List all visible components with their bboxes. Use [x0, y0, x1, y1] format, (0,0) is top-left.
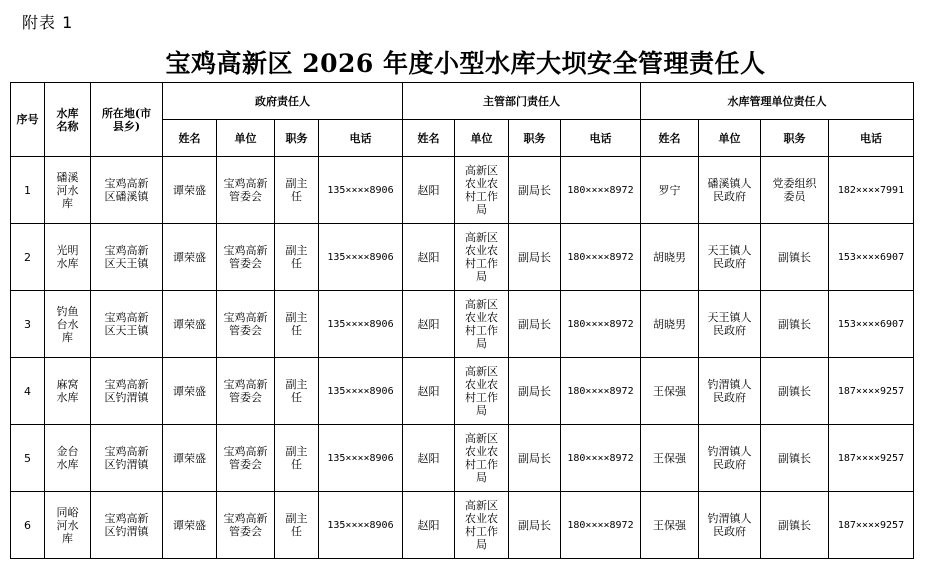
cell-seq: 2 — [11, 224, 45, 291]
header-dept-name: 姓名 — [403, 120, 455, 157]
cell-reservoir: 麻窝水库 — [45, 358, 91, 425]
cell-mgmt-name: 胡晓男 — [641, 224, 699, 291]
attachment-label: 附表 1 — [22, 13, 74, 32]
cell-dept-phone: 180××××8972 — [561, 425, 641, 492]
cell-mgmt-unit: 钓渭镇人民政府 — [699, 358, 761, 425]
cell-dept-name: 赵阳 — [403, 492, 455, 559]
cell-gov-name: 谭荣盛 — [163, 291, 217, 358]
cell-seq: 1 — [11, 157, 45, 224]
cell-mgmt-name: 王保强 — [641, 425, 699, 492]
cell-gov-name: 谭荣盛 — [163, 492, 217, 559]
cell-mgmt-position: 副镇长 — [761, 358, 829, 425]
cell-location: 宝鸡高新区磻溪镇 — [91, 157, 163, 224]
table-row — [11, 425, 914, 492]
table-row — [11, 157, 914, 224]
cell-seq: 4 — [11, 358, 45, 425]
cell-dept-name: 赵阳 — [403, 224, 455, 291]
cell-mgmt-name: 王保强 — [641, 492, 699, 559]
cell-dept-unit: 高新区农业农村工作局 — [455, 492, 509, 559]
cell-dept-phone: 180××××8972 — [561, 224, 641, 291]
cell-location: 宝鸡高新区钓渭镇 — [91, 492, 163, 559]
cell-gov-unit: 宝鸡高新管委会 — [217, 492, 275, 559]
cell-seq: 6 — [11, 492, 45, 559]
cell-dept-position: 副局长 — [509, 492, 561, 559]
table-row — [11, 358, 914, 425]
header-location: 所在地(市县乡) — [91, 83, 163, 157]
cell-mgmt-position: 副镇长 — [761, 425, 829, 492]
cell-dept-unit: 高新区农业农村工作局 — [455, 425, 509, 492]
cell-reservoir: 光明水库 — [45, 224, 91, 291]
cell-dept-position: 副局长 — [509, 358, 561, 425]
cell-mgmt-position: 副镇长 — [761, 291, 829, 358]
header-mgmt-group: 水库管理单位责任人 — [641, 83, 914, 120]
header-gov-name: 姓名 — [163, 120, 217, 157]
cell-gov-phone: 135××××8906 — [319, 157, 403, 224]
cell-mgmt-phone: 153××××6907 — [829, 224, 914, 291]
cell-mgmt-phone: 153××××6907 — [829, 291, 914, 358]
cell-gov-name: 谭荣盛 — [163, 358, 217, 425]
cell-gov-name: 谭荣盛 — [163, 425, 217, 492]
cell-dept-unit: 高新区农业农村工作局 — [455, 358, 509, 425]
cell-location: 宝鸡高新区钓渭镇 — [91, 425, 163, 492]
header-gov-position: 职务 — [275, 120, 319, 157]
cell-mgmt-phone: 187××××9257 — [829, 358, 914, 425]
cell-mgmt-unit: 天王镇人民政府 — [699, 291, 761, 358]
responsibility-table — [10, 82, 914, 559]
header-mgmt-position: 职务 — [761, 120, 829, 157]
header-reservoir-name: 水库名称 — [45, 83, 91, 157]
cell-dept-position: 副局长 — [509, 291, 561, 358]
cell-gov-position: 副主任 — [275, 358, 319, 425]
cell-location: 宝鸡高新区天王镇 — [91, 224, 163, 291]
header-seq: 序号 — [11, 83, 45, 157]
cell-mgmt-unit: 天王镇人民政府 — [699, 224, 761, 291]
cell-mgmt-phone: 187××××9257 — [829, 492, 914, 559]
cell-dept-unit: 高新区农业农村工作局 — [455, 157, 509, 224]
cell-gov-position: 副主任 — [275, 492, 319, 559]
cell-mgmt-position: 副镇长 — [761, 224, 829, 291]
cell-gov-position: 副主任 — [275, 425, 319, 492]
cell-gov-unit: 宝鸡高新管委会 — [217, 157, 275, 224]
cell-gov-phone: 135××××8906 — [319, 224, 403, 291]
cell-dept-name: 赵阳 — [403, 157, 455, 224]
table-row — [11, 291, 914, 358]
cell-dept-phone: 180××××8972 — [561, 358, 641, 425]
table-row — [11, 492, 914, 559]
cell-reservoir: 金台水库 — [45, 425, 91, 492]
header-dept-unit: 单位 — [455, 120, 509, 157]
header-gov-group: 政府责任人 — [163, 83, 403, 120]
cell-mgmt-phone: 182××××7991 — [829, 157, 914, 224]
header-gov-phone: 电话 — [319, 120, 403, 157]
cell-reservoir: 同峪河水库 — [45, 492, 91, 559]
cell-mgmt-position: 副镇长 — [761, 492, 829, 559]
cell-gov-position: 副主任 — [275, 224, 319, 291]
cell-gov-phone: 135××××8906 — [319, 291, 403, 358]
cell-gov-unit: 宝鸡高新管委会 — [217, 291, 275, 358]
cell-seq: 3 — [11, 291, 45, 358]
header-gov-unit: 单位 — [217, 120, 275, 157]
cell-mgmt-phone: 187××××9257 — [829, 425, 914, 492]
cell-dept-unit: 高新区农业农村工作局 — [455, 224, 509, 291]
header-dept-position: 职务 — [509, 120, 561, 157]
cell-gov-phone: 135××××8906 — [319, 358, 403, 425]
header-dept-group: 主管部门责任人 — [403, 83, 641, 120]
cell-dept-phone: 180××××8972 — [561, 291, 641, 358]
cell-mgmt-name: 罗宁 — [641, 157, 699, 224]
cell-location: 宝鸡高新区天王镇 — [91, 291, 163, 358]
cell-mgmt-name: 胡晓男 — [641, 291, 699, 358]
cell-gov-position: 副主任 — [275, 157, 319, 224]
cell-mgmt-position: 党委组织委员 — [761, 157, 829, 224]
cell-gov-phone: 135××××8906 — [319, 425, 403, 492]
header-mgmt-phone: 电话 — [829, 120, 914, 157]
cell-mgmt-name: 王保强 — [641, 358, 699, 425]
document-title: 宝鸡高新区 2026 年度小型水库大坝安全管理责任人 — [165, 49, 766, 78]
cell-gov-unit: 宝鸡高新管委会 — [217, 224, 275, 291]
cell-gov-name: 谭荣盛 — [163, 157, 217, 224]
cell-gov-unit: 宝鸡高新管委会 — [217, 358, 275, 425]
header-mgmt-name: 姓名 — [641, 120, 699, 157]
cell-dept-name: 赵阳 — [403, 291, 455, 358]
cell-location: 宝鸡高新区钓渭镇 — [91, 358, 163, 425]
cell-gov-unit: 宝鸡高新管委会 — [217, 425, 275, 492]
header-dept-phone: 电话 — [561, 120, 641, 157]
cell-dept-position: 副局长 — [509, 425, 561, 492]
table-row — [11, 224, 914, 291]
cell-gov-phone: 135××××8906 — [319, 492, 403, 559]
cell-dept-name: 赵阳 — [403, 425, 455, 492]
cell-reservoir: 磻溪河水库 — [45, 157, 91, 224]
cell-dept-name: 赵阳 — [403, 358, 455, 425]
cell-dept-position: 副局长 — [509, 224, 561, 291]
header-mgmt-unit: 单位 — [699, 120, 761, 157]
cell-dept-phone: 180××××8972 — [561, 492, 641, 559]
cell-seq: 5 — [11, 425, 45, 492]
cell-dept-position: 副局长 — [509, 157, 561, 224]
cell-dept-phone: 180××××8972 — [561, 157, 641, 224]
cell-dept-unit: 高新区农业农村工作局 — [455, 291, 509, 358]
cell-mgmt-unit: 钓渭镇人民政府 — [699, 492, 761, 559]
cell-reservoir: 钓鱼台水库 — [45, 291, 91, 358]
cell-mgmt-unit: 磻溪镇人民政府 — [699, 157, 761, 224]
cell-mgmt-unit: 钓渭镇人民政府 — [699, 425, 761, 492]
cell-gov-position: 副主任 — [275, 291, 319, 358]
cell-gov-name: 谭荣盛 — [163, 224, 217, 291]
